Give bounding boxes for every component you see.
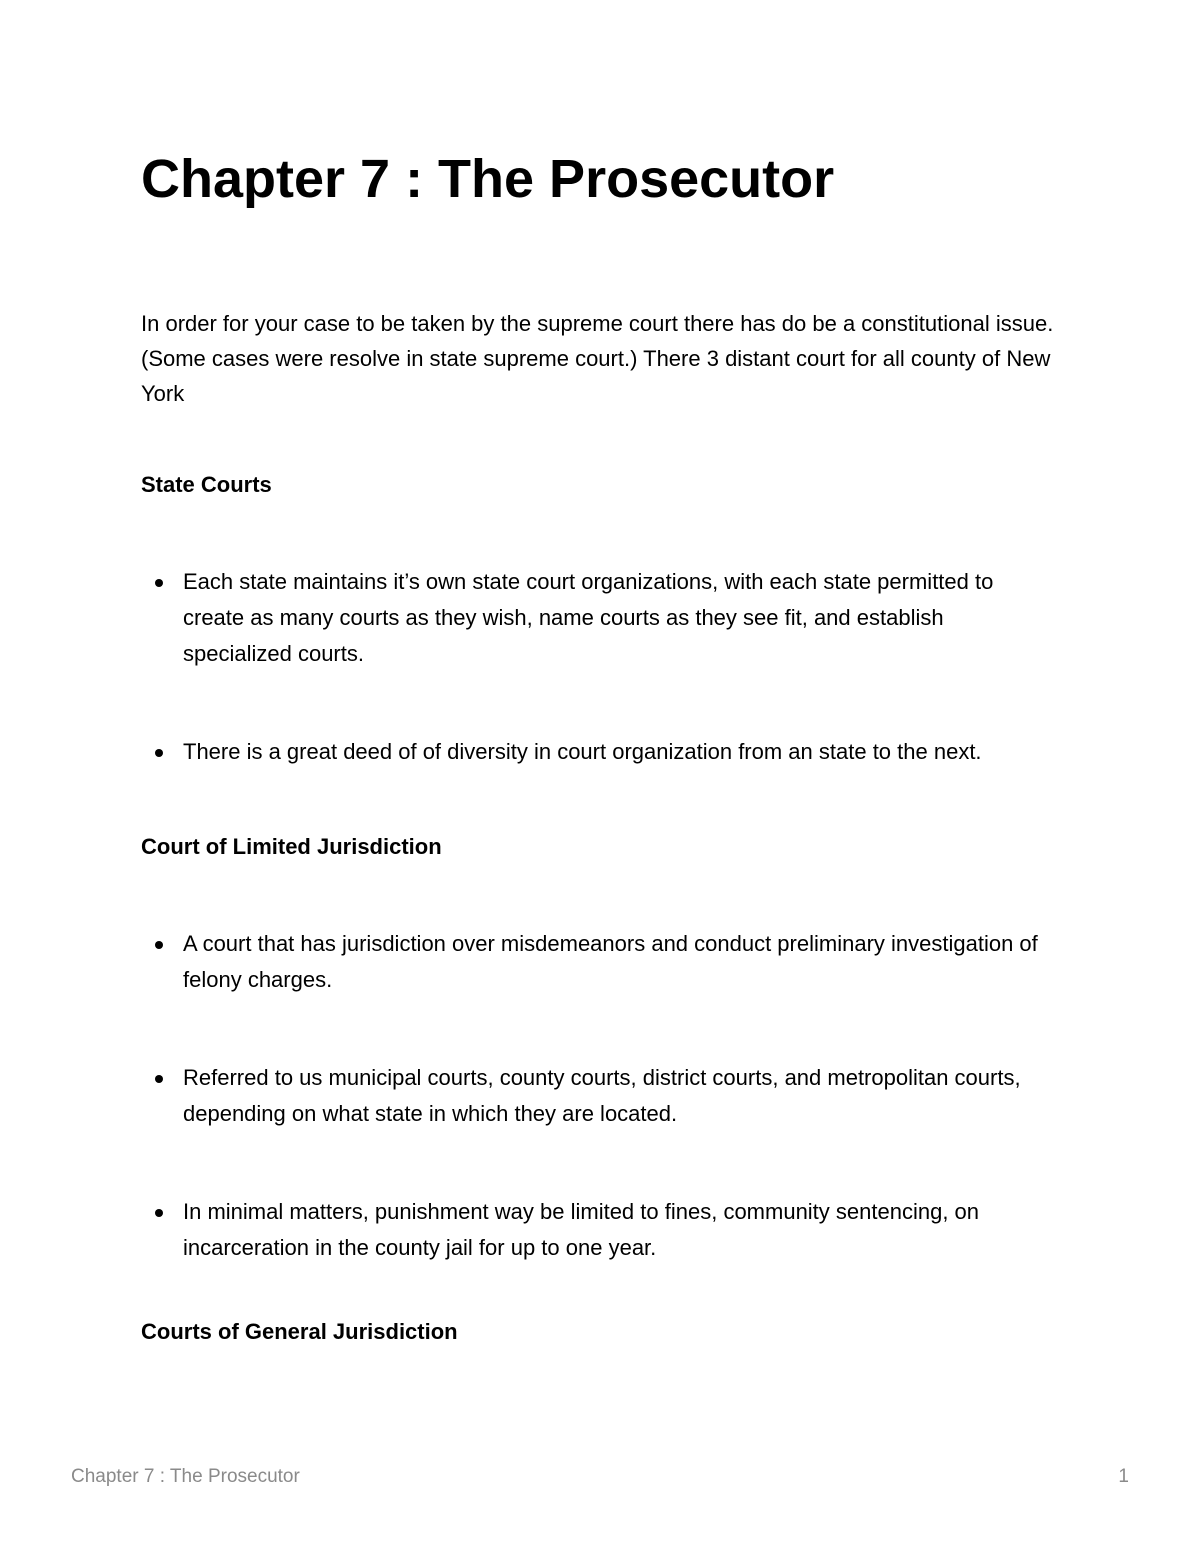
footer-title: Chapter 7 : The Prosecutor: [71, 1466, 300, 1487]
section-heading-limited-jurisdiction: Court of Limited Jurisdiction: [141, 834, 442, 859]
bullet-icon: [155, 749, 163, 757]
list-item-text: A court that has jurisdiction over misdemeanors and conduct preliminary investigation of felony charges.: [183, 931, 1038, 992]
bullet-icon: [155, 579, 163, 587]
page-title: Chapter 7 : The Prosecutor: [141, 149, 835, 209]
intro-paragraph: In order for your case to be taken by the supreme court there has do be a constitutional issue.(Some cases were resolve in state supreme court.) There 3 distant court for all county of New York: [141, 311, 1054, 406]
list-item: [155, 734, 1055, 770]
list-item-text: Each state maintains it’s own state court organizations, with each state permitted to create as many courts as they wish, name courts as they see fit, and establish specialized courts.: [183, 569, 994, 666]
list-item-text: There is a great deed of of diversity in court organization from an state to the next.: [183, 739, 982, 764]
list-item-text: In minimal matters, punishment way be limited to fines, community sentencing, on incarceration in the county jail for up to one year.: [183, 1199, 980, 1260]
list-item-text: Referred to us municipal courts, county courts, district courts, and metropolitan courts, depending on what state in which they are located.: [183, 1065, 1021, 1126]
list-item: [155, 1194, 1055, 1266]
bullet-icon: [155, 1075, 163, 1083]
list-item: [155, 926, 1055, 998]
section-heading-general-jurisdiction: Courts of General Jurisdiction: [141, 1319, 458, 1344]
page-number: 1: [1118, 1466, 1129, 1487]
bullet-icon: [155, 941, 163, 949]
bullet-icon: [155, 1209, 163, 1217]
section-heading-state-courts: State Courts: [141, 472, 272, 497]
list-item: [155, 1060, 1055, 1132]
list-item: [155, 564, 1055, 672]
